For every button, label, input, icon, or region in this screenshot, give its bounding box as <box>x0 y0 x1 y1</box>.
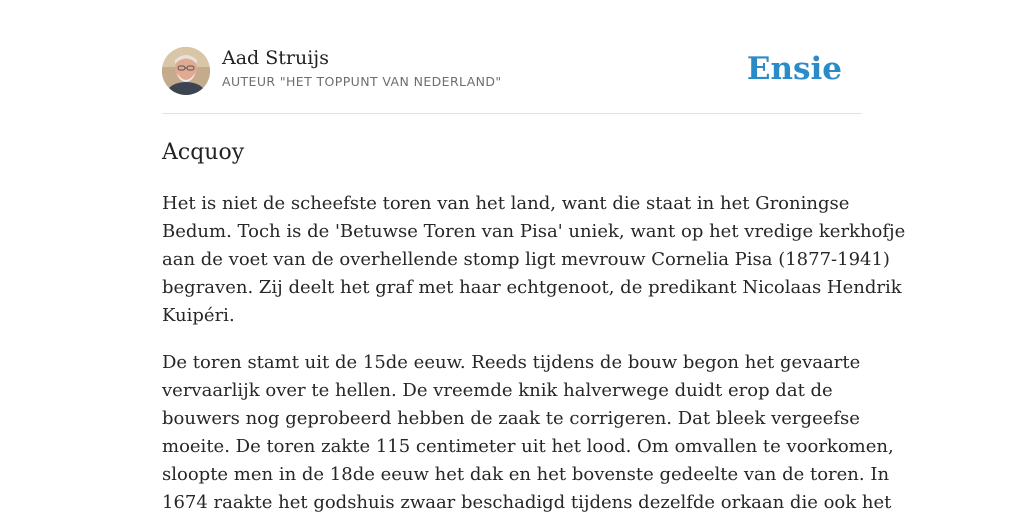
paragraph-line: vervaarlijk over te hellen. De vreemde knik halverwege duidt erop dat de <box>162 380 833 401</box>
paragraph-line: De toren stamt uit de 15de eeuw. Reeds tijdens de bouw begon het gevaarte <box>162 352 861 373</box>
paragraph-line: aan de voet van de overhellende stomp ligt mevrouw Cornelia Pisa (1877-1941) <box>162 249 890 270</box>
article-body <box>162 190 906 512</box>
paragraph-line: sloopte men in de 18de eeuw het dak en het bovenste gedeelte van de toren. In <box>162 464 890 485</box>
paragraph-line: Het is niet de scheefste toren van het land, want die staat in het Groningse <box>162 193 850 214</box>
article-paragraph <box>162 349 894 512</box>
author-portrait-icon <box>162 47 210 95</box>
paragraph-line: 1674 raakte het godshuis zwaar beschadigd tijdens dezelfde orkaan die ook het <box>162 492 892 512</box>
paragraph-line: Bedum. Toch is de 'Betuwse Toren van Pisa' uniek, want op het vredige kerkhofje <box>162 221 906 242</box>
article-title: Acquoy <box>162 140 245 165</box>
author-name[interactable]: Aad Struijs <box>222 47 329 69</box>
paragraph-line: begraven. Zij deelt het graf met haar echtgenoot, de predikant Nicolaas Hendrik <box>162 277 902 298</box>
paragraph-line: moeite. De toren zakte 115 centimeter uit het lood. Om omvallen te voorkomen, <box>162 436 894 457</box>
paragraph-line: bouwers nog geprobeerd hebben de zaak te corrigeren. Dat bleek vergeefse <box>162 408 860 429</box>
author-avatar[interactable] <box>162 47 210 95</box>
brand-logo[interactable]: Ensie <box>746 51 842 87</box>
header-divider <box>162 113 862 114</box>
author-subtitle: AUTEUR "HET TOPPUNT VAN NEDERLAND" <box>222 74 502 89</box>
article-paragraph <box>162 190 906 330</box>
paragraph-line: Kuipéri. <box>162 305 235 326</box>
article-header <box>162 46 862 96</box>
